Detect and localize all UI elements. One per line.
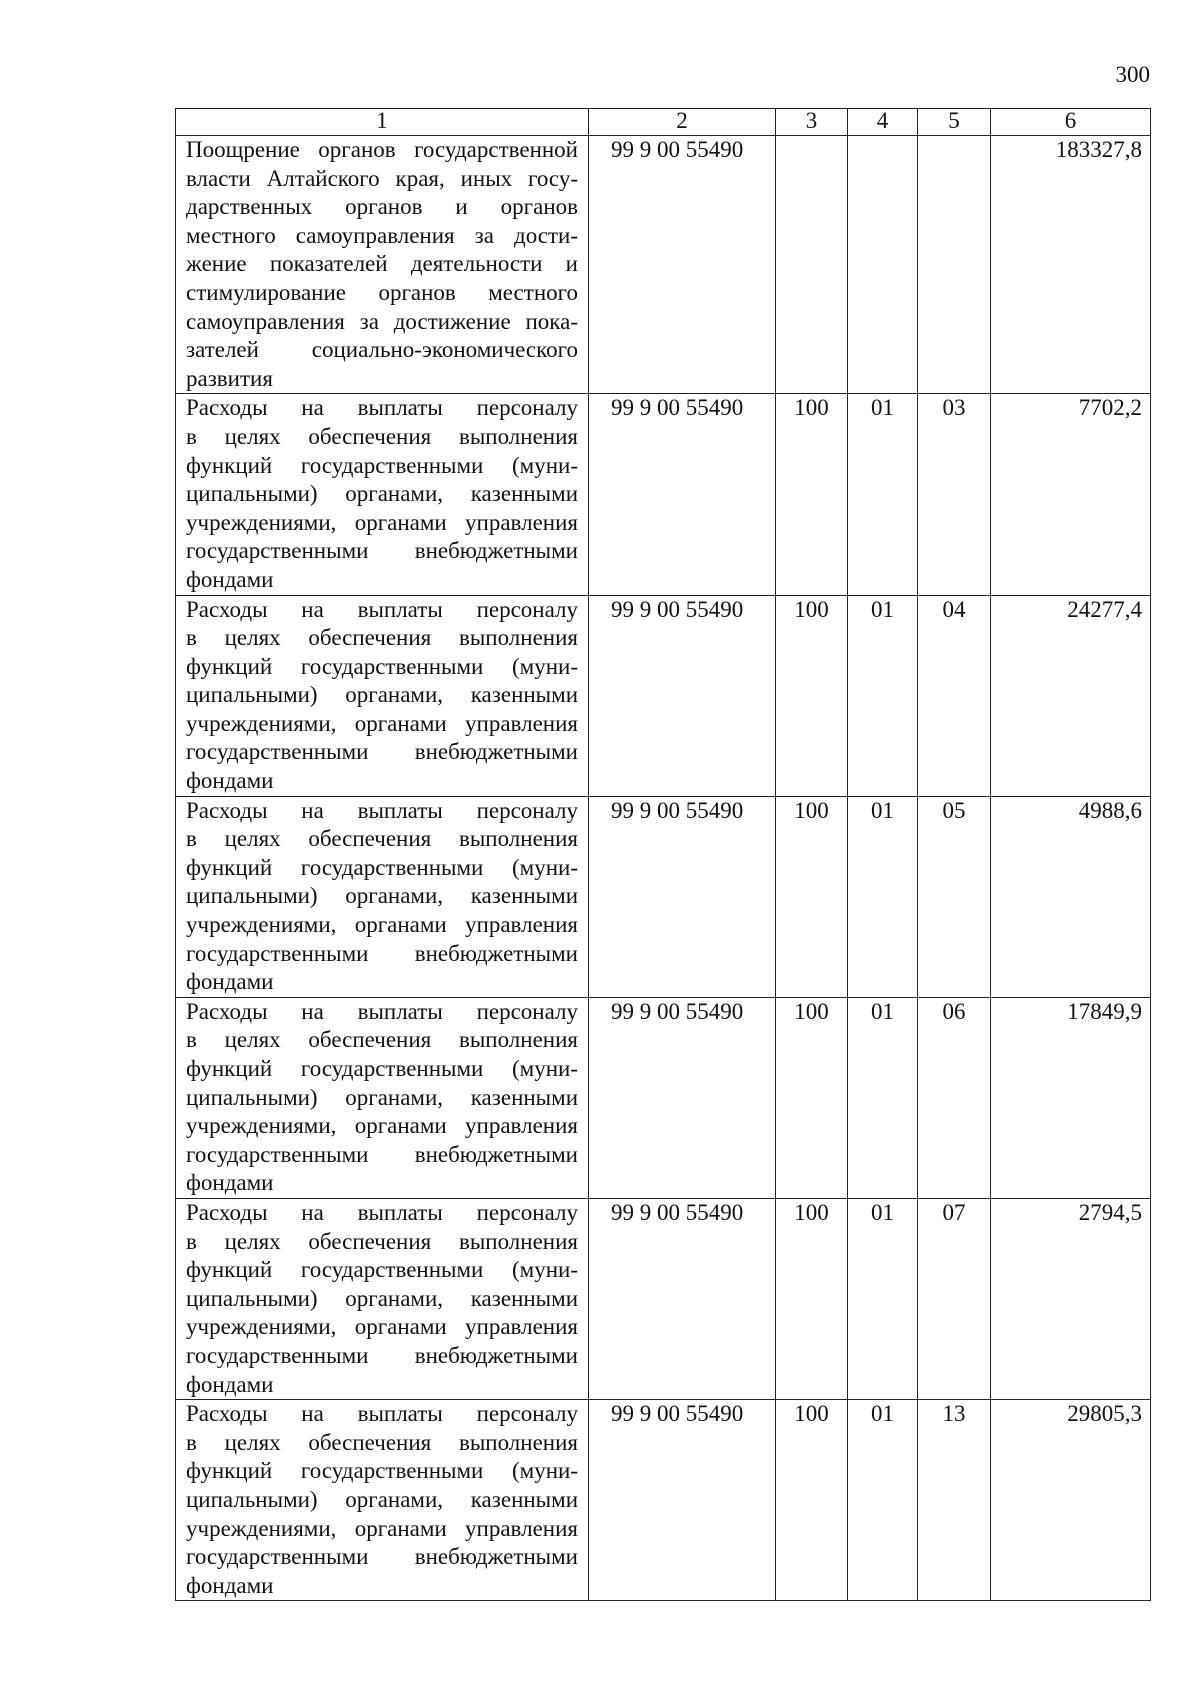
description-line: государственными внебюджетными: [186, 1544, 578, 1570]
description-line: фондами: [186, 969, 274, 995]
row-amount: 29805,3: [991, 1400, 1151, 1601]
row-amount: 183327,8: [991, 136, 1151, 394]
row-col-5: 13: [918, 1400, 991, 1601]
row-description: [176, 1198, 589, 1399]
row-col-5: 04: [918, 595, 991, 796]
page-number: 300: [1115, 62, 1150, 87]
table-row: [176, 136, 1151, 394]
row-description: [176, 394, 589, 595]
description-line: государственными внебюджетными: [186, 739, 578, 765]
description-line: в целях обеспечения выполнения: [186, 1429, 578, 1455]
description-line: государственными внебюджетными: [186, 1342, 578, 1368]
budget-table: [175, 108, 1151, 1601]
description-line: государственными внебюджетными: [186, 538, 578, 564]
header-col-4: 4: [848, 109, 918, 136]
description-line: дарственных органов и органов: [186, 194, 578, 220]
row-amount: 24277,4: [991, 595, 1151, 796]
description-line: местного самоуправления за дости-: [186, 222, 578, 248]
description-line: в целях обеспечения выполнения: [186, 423, 578, 449]
description-line: жение показателей деятельности и: [186, 251, 578, 277]
description-line: учреждениями, органами управления: [186, 509, 578, 535]
row-col-5: [918, 136, 991, 394]
row-col-4: 01: [848, 997, 918, 1198]
row-code: 99 9 00 55490: [589, 394, 776, 595]
row-col-4: 01: [848, 595, 918, 796]
description-line: функций государственными (муни-: [186, 854, 578, 880]
row-amount: 7702,2: [991, 394, 1151, 595]
description-line: Расходы на выплаты персоналу: [186, 1401, 578, 1427]
row-col-3: 100: [776, 796, 848, 997]
description-line: учреждениями, органами управления: [186, 912, 578, 938]
description-line: Расходы на выплаты персоналу: [186, 797, 578, 823]
row-description: [176, 796, 589, 997]
row-col-3: 100: [776, 394, 848, 595]
row-description: [176, 997, 589, 1198]
row-col-4: 01: [848, 1400, 918, 1601]
row-description: [176, 595, 589, 796]
table-row: [176, 1198, 1151, 1399]
table-row: [176, 796, 1151, 997]
header-col-3: 3: [776, 109, 848, 136]
description-line: в целях обеспечения выполнения: [186, 1228, 578, 1254]
row-col-3: [776, 136, 848, 394]
description-line: функций государственными (муни-: [186, 452, 578, 478]
description-line: фондами: [186, 566, 274, 592]
row-amount: 17849,9: [991, 997, 1151, 1198]
table-row: [176, 1400, 1151, 1601]
description-line: учреждениями, органами управления: [186, 1515, 578, 1541]
description-line: ципальными) органами, казенными: [186, 682, 578, 708]
description-line: Расходы на выплаты персоналу: [186, 998, 578, 1024]
description-line: Расходы на выплаты персоналу: [186, 596, 578, 622]
description-line: самоуправления за достижение пока-: [186, 308, 578, 334]
description-line: власти Алтайского края, иных госу-: [186, 165, 578, 191]
table-row: [176, 997, 1151, 1198]
row-col-3: 100: [776, 1198, 848, 1399]
table-body: [176, 136, 1151, 1601]
description-line: фондами: [186, 1170, 274, 1196]
row-col-5: 05: [918, 796, 991, 997]
description-line: ципальными) органами, казенными: [186, 883, 578, 909]
description-line: развития: [186, 365, 273, 391]
row-code: 99 9 00 55490: [589, 1198, 776, 1399]
row-col-5: 07: [918, 1198, 991, 1399]
description-line: государственными внебюджетными: [186, 1141, 578, 1167]
description-line: ципальными) органами, казенными: [186, 1486, 578, 1512]
description-line: фондами: [186, 1371, 274, 1397]
row-col-5: 06: [918, 997, 991, 1198]
row-col-3: 100: [776, 997, 848, 1198]
row-description: [176, 1400, 589, 1601]
row-description: [176, 136, 589, 394]
header-col-5: 5: [918, 109, 991, 136]
row-col-4: 01: [848, 1198, 918, 1399]
row-code: 99 9 00 55490: [589, 997, 776, 1198]
description-line: в целях обеспечения выполнения: [186, 625, 578, 651]
row-code: 99 9 00 55490: [589, 595, 776, 796]
header-col-6: 6: [991, 109, 1151, 136]
description-line: функций государственными (муни-: [186, 1257, 578, 1283]
description-line: ципальными) органами, казенными: [186, 481, 578, 507]
header-col-1: 1: [176, 109, 589, 136]
description-line: Расходы на выплаты персоналу: [186, 395, 578, 421]
description-line: учреждениями, органами управления: [186, 710, 578, 736]
description-line: в целях обеспечения выполнения: [186, 1027, 578, 1053]
row-col-5: 03: [918, 394, 991, 595]
row-col-3: 100: [776, 595, 848, 796]
description-line: фондами: [186, 768, 274, 794]
header-col-2: 2: [589, 109, 776, 136]
description-line: в целях обеспечения выполнения: [186, 826, 578, 852]
table-row: [176, 595, 1151, 796]
row-col-4: 01: [848, 394, 918, 595]
row-code: 99 9 00 55490: [589, 1400, 776, 1601]
row-col-4: 01: [848, 796, 918, 997]
table-row: [176, 394, 1151, 595]
description-line: учреждениями, органами управления: [186, 1113, 578, 1139]
description-line: учреждениями, органами управления: [186, 1314, 578, 1340]
description-line: зателей социально-экономического: [186, 337, 578, 363]
description-line: функций государственными (муни-: [186, 1056, 578, 1081]
description-line: ципальными) органами, казенными: [186, 1084, 578, 1110]
description-line: Поощрение органов государственной: [186, 137, 578, 162]
row-col-3: 100: [776, 1400, 848, 1601]
row-code: 99 9 00 55490: [589, 136, 776, 394]
description-line: государственными внебюджетными: [186, 940, 578, 966]
description-line: функций государственными (муни-: [186, 653, 578, 679]
table-header-row: [176, 109, 1151, 136]
row-code: 99 9 00 55490: [589, 796, 776, 997]
row-amount: 2794,5: [991, 1198, 1151, 1399]
description-line: Расходы на выплаты персоналу: [186, 1199, 578, 1225]
description-line: стимулирование органов местного: [186, 279, 578, 305]
description-line: фондами: [186, 1572, 274, 1598]
description-line: функций государственными (муни-: [186, 1458, 578, 1484]
row-col-4: [848, 136, 918, 394]
row-amount: 4988,6: [991, 796, 1151, 997]
description-line: ципальными) органами, казенными: [186, 1285, 578, 1311]
